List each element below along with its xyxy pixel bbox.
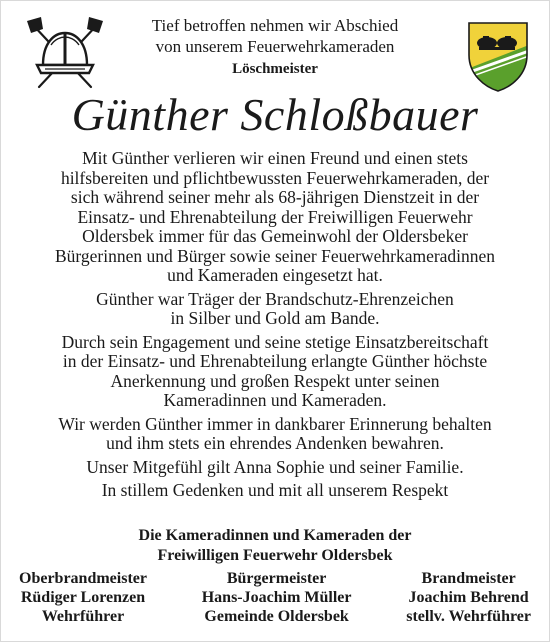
deceased-rank: Löschmeister [232,61,318,77]
obituary-line: Kameradinnen und Kameraden. [163,390,387,410]
obituary-line: Einsatz- und Ehrenabteilung der Freiwilligen Feuerwehr [77,206,473,227]
signatory-title: Oberbrandmeister [19,570,147,587]
intro-line-2: von unserem Feuerwehrkameraden [155,37,395,56]
obituary-paragraph [15,481,535,501]
obituary-paragraph [15,290,535,329]
signatory-title: Brandmeister [421,570,516,587]
intro-line-1: Tief betroffen nehmen wir Abschied [151,16,399,35]
signatory-name: Hans-Joachim Müller [201,589,352,606]
signatory-role: stellv. Wehrführer [406,608,531,625]
firefighter-helmet-axes-icon [21,15,109,95]
obituary-paragraph [15,415,535,454]
obituary-line: Günther war Träger der Brandschutz-Ehrenzeichen [96,288,454,309]
signatory [19,569,147,626]
obituary-paragraph [15,333,535,411]
obituary-line: hilfsbereiten und pflichtbewussten Feuerwehrkameraden, der [60,167,490,188]
intro-text [111,15,439,57]
signatory [406,569,531,626]
signatory [202,569,352,626]
obituary-line: in Silber und Gold am Bande. [170,308,380,328]
obituary-line: Wir werden Günther immer in dankbarer Erinnerung behalten [58,413,492,434]
signatory-name: Rüdiger Lorenzen [20,589,146,606]
obituary-line: In stillem Gedenken und mit all unserem Respekt [101,480,449,500]
obituary-line: Bürgerinnen und Bürger sowie seiner Feuerwehrkameradinnen [54,245,496,266]
signatory-role: Wehrführer [41,608,125,625]
obituary-line: sich während seiner mehr als 68-jährigen Dienstzeit in der [70,187,480,207]
obituary-body [15,149,535,505]
obituary-line: Unser Mitgefühl gilt Anna Sophie und seiner Familie. [86,456,464,477]
obituary-line: Mit Günther verlieren wir einen Freund und einen stets [82,148,468,168]
organization-signature [1,526,549,566]
obituary-line: Anerkennung und großen Respekt unter seinen [110,370,440,391]
signatory-name: Joachim Behrend [408,589,529,606]
obituary-line: Oldersbek immer für das Gemeinwohl der Oldersbeker [82,226,468,246]
obituary-line: Durch sein Engagement und seine stetige Einsatzbereitschaft [61,331,489,352]
signatory-role: Gemeinde Oldersbek [204,608,349,625]
organization-line-2: Freiwilligen Feuerwehr Oldersbek [157,547,393,564]
municipal-coat-of-arms-icon [467,21,529,93]
obituary-line: und Kameraden eingesetzt hat. [167,265,383,285]
obituary-line: in der Einsatz- und Ehrenabteilung erlangte Günther höchste [62,351,488,371]
obituary-line: und ihm stets ein ehrendes Andenken bewahren. [106,433,444,453]
signatory-title: Bürgermeister [226,570,327,587]
deceased-name: Günther Schloßbauer [71,89,479,140]
signatories [19,569,531,626]
obituary-paragraph [15,458,535,478]
obituary-paragraph [15,149,535,286]
organization-line-1: Die Kameradinnen und Kameraden der [138,527,412,544]
